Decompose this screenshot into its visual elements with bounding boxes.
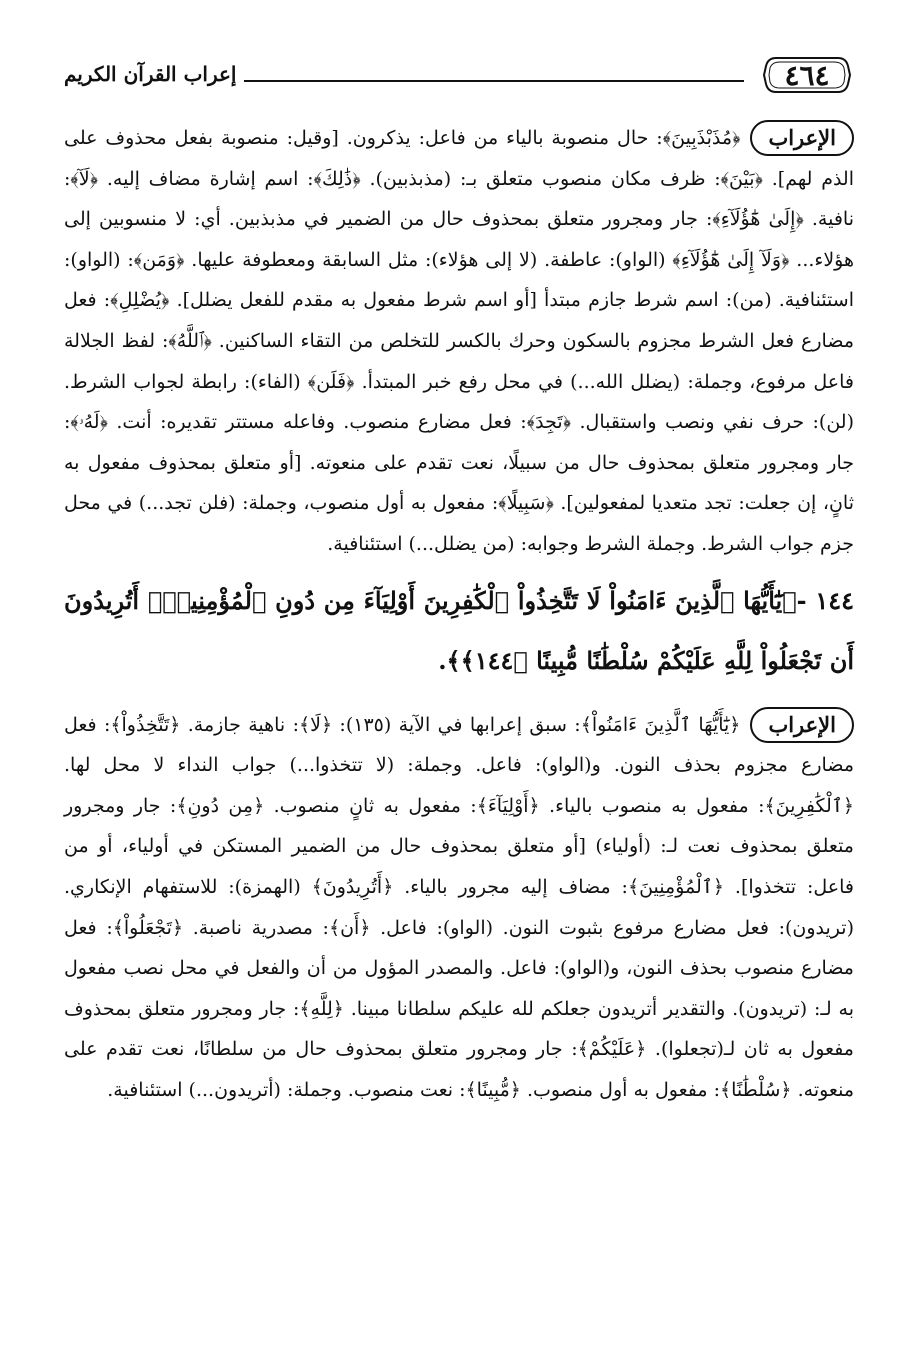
irab-section-1 bbox=[64, 118, 854, 565]
page-header bbox=[64, 54, 854, 100]
page-number-badge bbox=[762, 54, 852, 96]
page-number: ٤٦٤ bbox=[784, 58, 830, 92]
header-rule bbox=[244, 80, 744, 82]
page bbox=[64, 54, 854, 1110]
irab-text: ﴿مُذَبْذَبِينَ﴾: حال منصوبة بالياء من فاعل: يذكرون. [وقيل: منصوبة بفعل محذوف على الذم لهم]. ﴿بَيْنَ﴾: ظرف مكان منصوب متعلق بـ: (مذبذبين). ﴿ذَٰلِكَ﴾: اسم إشارة مضاف إليه. ﴿لَآ﴾: نافية. ﴿إِلَىٰ هَٰٓؤُلَآءِ﴾: جار ومجرور متعلق بمحذوف حال من الضمير في مذبذبين. أي: لا منسوبين إلى هؤلاء... ﴿وَلَآ إِلَىٰ هَٰٓؤُلَآءِ﴾ (الواو): عاطفة. (لا إلى هؤلاء): مثل السابقة ومعطوفة عليها. ﴿وَمَن﴾: (الواو): استئنافية. (من): اسم شرط جازم مبتدأ [أو اسم شرط مفعول به مقدم للفعل يضلل]. ﴿يُضْلِلِ﴾: فعل مضارع فعل الشرط مجزوم بالسكون وحرك بالكسر للتخلص من التقاء الساكنين. ﴿ٱللَّهُ﴾: لفظ الجلالة فاعل مرفوع، وجملة: (يضلل الله...) في محل رفع خبر المبتدأ. ﴿فَلَن﴾ (الفاء): رابطة لجواب الشرط. (لن): حرف نفي ونصب واستقبال. ﴿تَجِدَ﴾: فعل مضارع منصوب. وفاعله مستتر تقديره: أنت. ﴿لَهُۥ﴾: جار ومجرور متعلق بمحذوف حال من سبيلًا، نعت تقدم على منعوته. [أو متعلق بمحذوف مفعول به ثانٍ، إن جعلت: تجد متعديا لمفعولين]. ﴿سَبِيلًا﴾: مفعول به أول منصوب، وجملة: (فلن تجد...) في محل جزم جواب الشرط. وجملة الشرط وجوابه: (من يضلل...) استئنافية. bbox=[64, 127, 854, 555]
verse-number: ١٤٤ bbox=[815, 585, 854, 615]
irab-text: ﴿يَٰٓأَيُّهَا ٱلَّذِينَ ءَامَنُواْ﴾: سبق إعرابها في الآية (١٣٥): ﴿لَا﴾: ناهية جازمة. ﴿تَتَّخِذُواْ﴾: فعل مضارع مجزوم بحذف النون. و(الواو): فاعل. وجملة: (لا تتخذوا...) جواب النداء لا محل لها. ﴿ٱلْكَٰفِرِينَ﴾: مفعول به منصوب بالياء. ﴿أَوْلِيَآءَ﴾: مفعول به ثانٍ منصوب. ﴿مِن دُونِ﴾: جار ومجرور متعلق بمحذوف نعت لـ: (أولياء) [أو متعلق بمحذوف حال من الضمير المستكن في أولياء، أو من فاعل: تتخذوا]. ﴿ٱلْمُؤْمِنِينَ﴾: مضاف إليه مجرور بالياء. ﴿أَتُرِيدُونَ﴾ (الهمزة): للاستفهام الإنكاري. (تريدون): فعل مضارع مرفوع بثبوت النون. (الواو): فاعل. ﴿أَن﴾: مصدرية ناصبة. ﴿تَجْعَلُواْ﴾: فعل مضارع منصوب بحذف النون، و(الواو): فاعل. والمصدر المؤول من أن والفعل في محل نصب مفعول به لـ: (تريدون). والتقدير أتريدون جعلكم لله عليكم سلطانا مبينا. ﴿لِلَّهِ﴾: جار ومجرور متعلق بمحذوف مفعول به ثان لـ(تجعلوا). ﴿عَلَيْكُمْ﴾: جار ومجرور متعلق بمحذوف حال من سلطانًا، نعت تقدم على منعوته. ﴿سُلْطَٰنًا﴾: مفعول به أول منصوب. ﴿مُّبِينًا﴾: نعت منصوب. وجملة: (أتريدون...) استئنافية. bbox=[64, 713, 854, 1101]
verse-dash: - bbox=[796, 585, 807, 615]
verse bbox=[64, 571, 854, 691]
irab-label: الإعراب bbox=[750, 120, 854, 156]
verse-text: ﴿يَٰٓأَيُّهَا ٱلَّذِينَ ءَامَنُواْ لَا تَتَّخِذُواْ ٱلْكَٰفِرِينَ أَوْلِيَآءَ مِن دُونِ ٱلْمُؤْمِنِينَۚ أَتُرِيدُونَ أَن تَجْعَلُواْ لِلَّهِ عَلَيْكُمْ سُلْطَٰنًا مُّبِينًا ﴿١٤٤﴾﴾. bbox=[64, 585, 854, 675]
irab-section-2 bbox=[64, 705, 854, 1111]
book-title: إعراب القرآن الكريم bbox=[64, 62, 237, 86]
irab-label: الإعراب bbox=[750, 707, 854, 743]
